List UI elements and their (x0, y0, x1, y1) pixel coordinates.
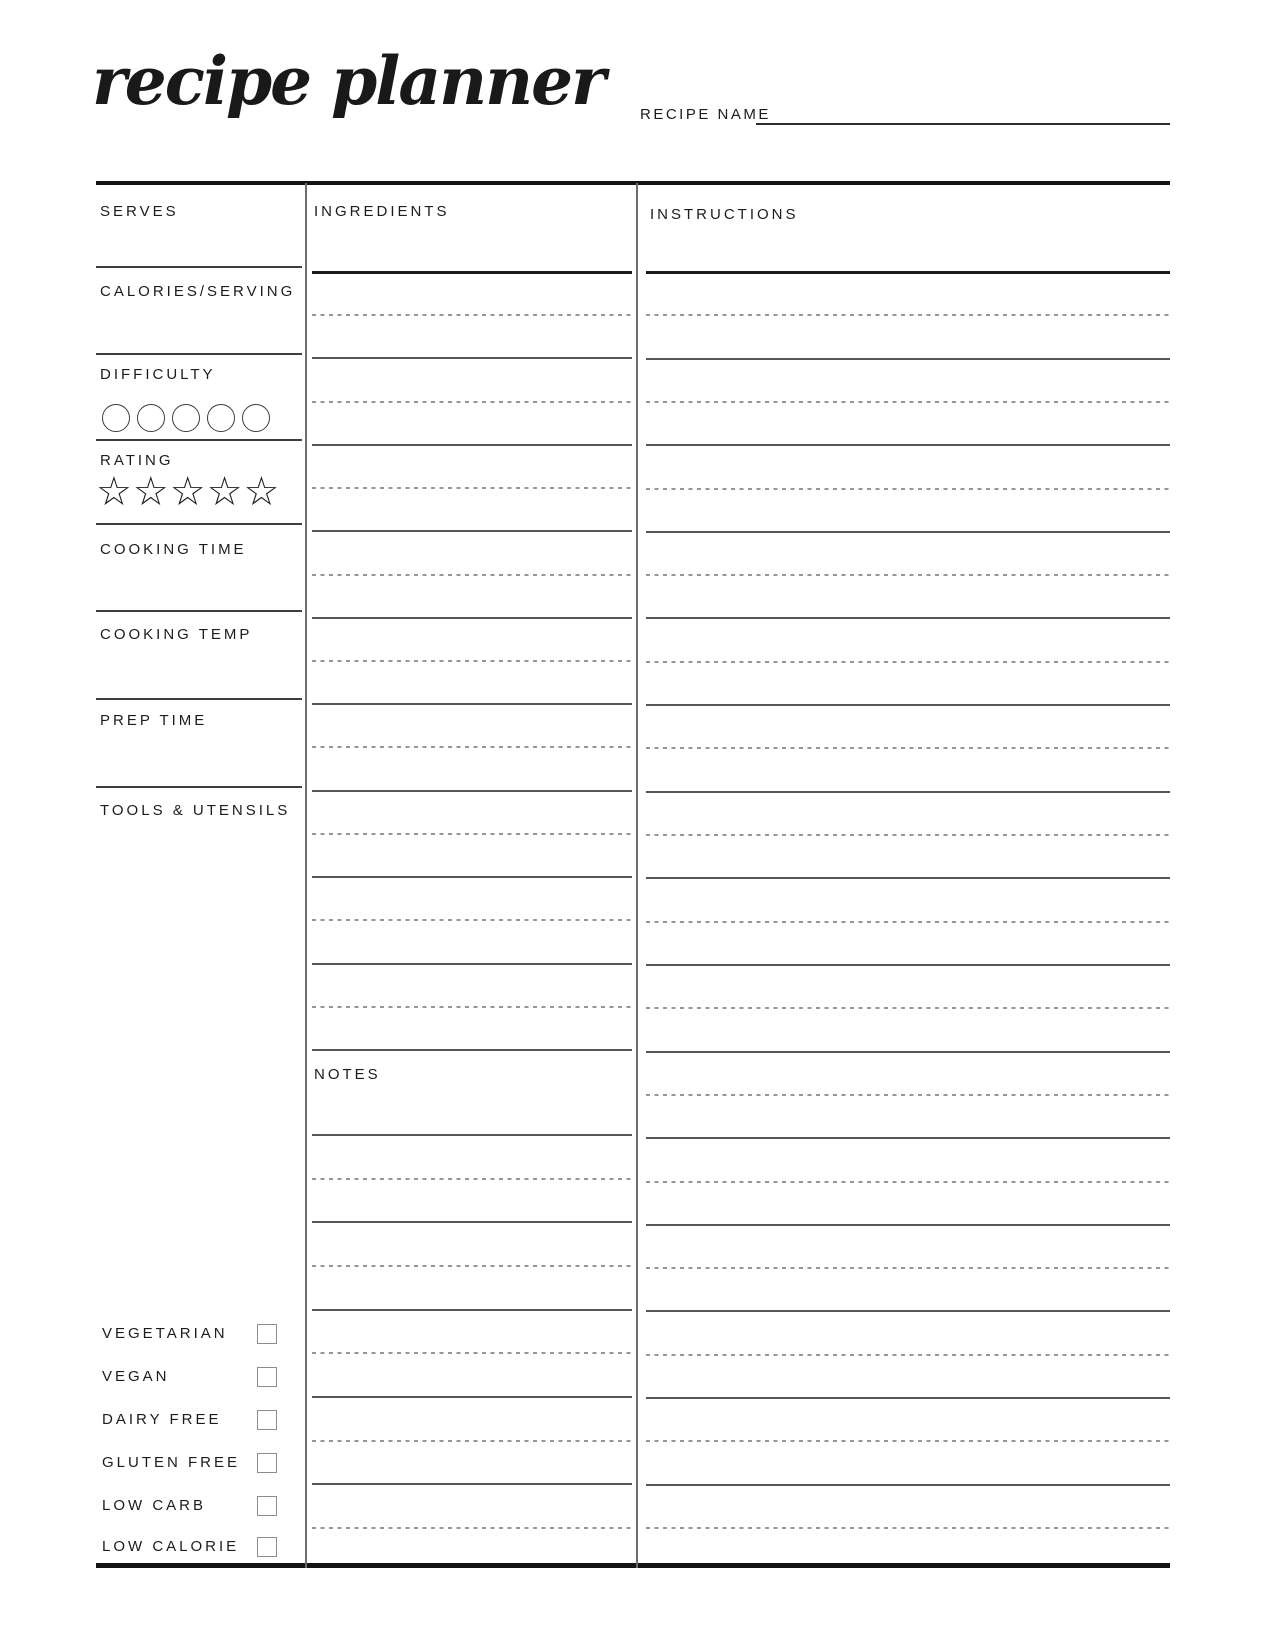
dietary-label-gluten-free: GLUTEN FREE (102, 1454, 241, 1471)
notes-rule-line (312, 1352, 632, 1354)
instructions-rule-line (646, 704, 1170, 706)
difficulty-circle-5[interactable] (242, 404, 270, 432)
difficulty-circle-row (102, 404, 270, 432)
instructions-rule-line (646, 1224, 1170, 1226)
dietary-label-dairy-free: DAIRY FREE (102, 1411, 222, 1428)
ingredients-rule-line (312, 487, 632, 489)
page-title: recipe planner (92, 42, 604, 120)
instructions-rule-line (646, 1051, 1170, 1053)
instructions-rule-line (646, 1267, 1170, 1269)
instructions-rule-line (646, 661, 1170, 663)
table-top-border (96, 181, 1170, 185)
ingredients-rule-line (312, 703, 632, 705)
ingredients-rule-line (312, 876, 632, 878)
star-icon[interactable]: ☆ (132, 469, 170, 515)
dietary-label-vegetarian: VEGETARIAN (102, 1325, 228, 1342)
section-divider-line (96, 523, 302, 525)
instructions-rule-line (646, 964, 1170, 966)
ingredients-rule-line (312, 401, 632, 403)
ingredients-header: INGREDIENTS (314, 203, 450, 220)
ingredients-lines (312, 271, 632, 1051)
ingredients-rule-line (312, 1049, 632, 1051)
instructions-rule-line (646, 531, 1170, 533)
column-divider-right (636, 183, 638, 1568)
dietary-checkbox-low-calorie[interactable] (257, 1537, 277, 1557)
notes-rule-line (312, 1309, 632, 1311)
ingredients-rule-line (312, 833, 632, 835)
instructions-rule-line (646, 1354, 1170, 1356)
tools-utensils-label: TOOLS & UTENSILS (100, 802, 291, 819)
cooking-time-label: COOKING TIME (100, 541, 247, 558)
notes-rule-line (312, 1483, 632, 1485)
instructions-rule-line (646, 574, 1170, 576)
dietary-checkbox-vegetarian[interactable] (257, 1324, 277, 1344)
dietary-label-vegan: VEGAN (102, 1368, 170, 1385)
ingredients-rule-line (312, 574, 632, 576)
difficulty-circle-2[interactable] (137, 404, 165, 432)
ingredients-rule-line (312, 660, 632, 662)
instructions-lines (646, 271, 1170, 1529)
ingredients-rule-line (312, 357, 632, 359)
prep-time-label: PREP TIME (100, 712, 208, 729)
notes-rule-line (312, 1440, 632, 1442)
instructions-rule-line (646, 488, 1170, 490)
dietary-label-low-carb: LOW CARB (102, 1497, 207, 1514)
instructions-rule-line (646, 314, 1170, 316)
instructions-rule-line (646, 877, 1170, 879)
instructions-rule-line (646, 791, 1170, 793)
rating-label: RATING (100, 452, 174, 469)
ingredients-rule-line (312, 444, 632, 446)
difficulty-circle-1[interactable] (102, 404, 130, 432)
dietary-checkbox-low-carb[interactable] (257, 1496, 277, 1516)
section-divider-line (96, 786, 302, 788)
ingredients-rule-line (312, 746, 632, 748)
instructions-rule-line (646, 617, 1170, 619)
difficulty-circle-3[interactable] (172, 404, 200, 432)
recipe-name-input-line[interactable] (756, 123, 1170, 125)
instructions-rule-line (646, 1310, 1170, 1312)
instructions-rule-line (646, 271, 1170, 274)
section-divider-line (96, 439, 302, 441)
ingredients-rule-line (312, 617, 632, 619)
instructions-rule-line (646, 747, 1170, 749)
section-divider-line (96, 266, 302, 268)
ingredients-rule-line (312, 919, 632, 921)
star-icon[interactable]: ☆ (243, 469, 281, 515)
instructions-rule-line (646, 1484, 1170, 1486)
notes-rule-line (312, 1265, 632, 1267)
star-icon[interactable]: ☆ (96, 469, 133, 515)
ingredients-rule-line (312, 963, 632, 965)
dietary-checkbox-vegan[interactable] (257, 1367, 277, 1387)
notes-rule-line (312, 1221, 632, 1223)
section-divider-line (96, 353, 302, 355)
instructions-rule-line (646, 921, 1170, 923)
instructions-rule-line (646, 1007, 1170, 1009)
star-icon[interactable]: ☆ (169, 469, 207, 515)
instructions-rule-line (646, 1181, 1170, 1183)
section-divider-line (96, 610, 302, 612)
notes-header: NOTES (314, 1066, 381, 1083)
notes-rule-line (312, 1134, 632, 1136)
cooking-temp-label: COOKING TEMP (100, 626, 253, 643)
ingredients-rule-line (312, 271, 632, 274)
instructions-rule-line (646, 358, 1170, 360)
notes-rule-line (312, 1396, 632, 1398)
instructions-header: INSTRUCTIONS (650, 206, 799, 223)
instructions-rule-line (646, 444, 1170, 446)
instructions-rule-line (646, 1094, 1170, 1096)
calories-serving-label: CALORIES/SERVING (100, 283, 296, 300)
instructions-rule-line (646, 1527, 1170, 1529)
instructions-rule-line (646, 1137, 1170, 1139)
dietary-checkbox-gluten-free[interactable] (257, 1453, 277, 1473)
table-bottom-border (96, 1563, 1170, 1568)
ingredients-rule-line (312, 1006, 632, 1008)
star-icon[interactable]: ☆ (206, 469, 244, 515)
notes-rule-line (312, 1527, 632, 1529)
ingredients-rule-line (312, 314, 632, 316)
serves-label: SERVES (100, 203, 179, 220)
rating-star-row (96, 469, 281, 515)
instructions-rule-line (646, 401, 1170, 403)
difficulty-circle-4[interactable] (207, 404, 235, 432)
dietary-checkbox-dairy-free[interactable] (257, 1410, 277, 1430)
notes-lines (312, 1134, 632, 1529)
ingredients-rule-line (312, 790, 632, 792)
instructions-rule-line (646, 1440, 1170, 1442)
dietary-label-low-calorie: LOW CALORIE (102, 1538, 240, 1555)
column-divider-left (305, 183, 307, 1568)
recipe-name-label: RECIPE NAME (640, 106, 771, 123)
section-divider-line (96, 698, 302, 700)
ingredients-rule-line (312, 530, 632, 532)
instructions-rule-line (646, 1397, 1170, 1399)
instructions-rule-line (646, 834, 1170, 836)
difficulty-label: DIFFICULTY (100, 366, 216, 383)
notes-rule-line (312, 1178, 632, 1180)
